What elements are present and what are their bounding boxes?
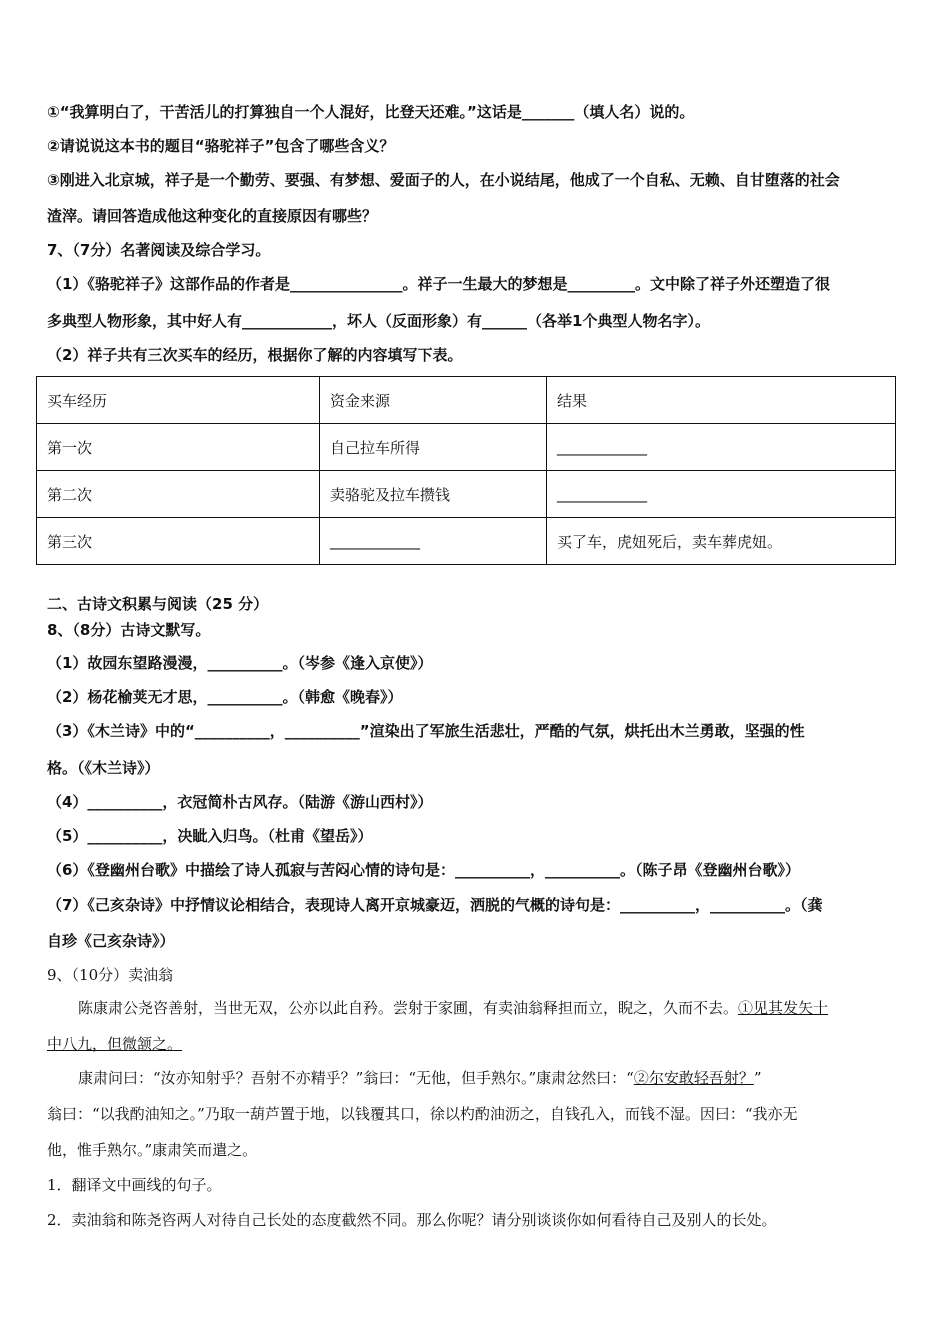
q8-line5: （5）__________，决眦入归鸟。（杜甫《望岳》） — [47, 827, 373, 845]
q9-para2-line1 — [78, 1068, 906, 1088]
table-cell: 卖骆驼及拉车攒钱 — [320, 471, 547, 518]
table-cell: 第三次 — [37, 518, 320, 565]
table-row — [37, 424, 896, 471]
q9-para2-line2: 翁曰：“以我酌油知之。”乃取一葫芦置于地，以钱覆其口，徐以杓酌油沥之，自钱孔入，而钱不湿。因曰：“我亦无 — [47, 1105, 798, 1123]
q8-line4: （4）__________，衣冠简朴古风存。（陆游《游山西村》） — [47, 793, 433, 811]
q8-line7b: 自珍《己亥杂诗》） — [47, 932, 175, 950]
table-cell: 买了车，虎妞死后，卖车葬虎妞。 — [547, 518, 896, 565]
table-cell-blank: ____________ — [547, 471, 896, 518]
q9-para1-text: 陈康肃公尧咨善射，当世无双，公亦以此自矜。尝射于家圃，有卖油翁释担而立，睨之，久而不去。 — [78, 999, 739, 1017]
q9-para2-line3: 他，惟手熟尔。”康肃笑而遣之。 — [47, 1141, 258, 1159]
q8-line1: （1）故园东望路漫漫，__________。（岑参《逢入京使》） — [47, 654, 433, 672]
table-header-row — [37, 377, 896, 424]
car-purchase-table — [36, 376, 896, 565]
q8-line3a: （3）《木兰诗》中的“__________，__________”渲染出了军旅生活悲壮，严酷的气氛，烘托出木兰勇敢，坚强的性 — [47, 722, 805, 740]
q8-line7a: （7）《己亥杂诗》中抒情议论相结合，表现诗人离开京城豪迈，洒脱的气概的诗句是：__________，__________。（龚 — [47, 896, 823, 914]
q6-item2: ②请说说这本书的题目“骆驼祥子”包含了哪些含义？ — [47, 137, 395, 155]
q7-p2: （2）祥子共有三次买车的经历，根据你了解的内容填写下表。 — [47, 346, 463, 364]
q9-para1-line1 — [78, 998, 906, 1018]
q9-title: 9、（10分）卖油翁 — [47, 966, 174, 984]
table-cell: 自己拉车所得 — [320, 424, 547, 471]
q8-line3b: 格。（《木兰诗》） — [47, 759, 160, 777]
table-cell-blank: ____________ — [320, 518, 547, 565]
table-cell: 第一次 — [37, 424, 320, 471]
q9-para2-quote-close: ” — [753, 1069, 762, 1087]
table-header-cell: 结果 — [547, 377, 896, 424]
q9-task1: 1．翻译文中画线的句子。 — [47, 1176, 222, 1194]
q6-item3-line2: 渣滓。请回答造成他这种变化的直接原因有哪些？ — [47, 207, 378, 225]
q8-line6: （6）《登幽州台歌》中描绘了诗人孤寂与苦闷心情的诗句是：__________，__________。（陈子昂《登幽州台歌》） — [47, 861, 800, 879]
q8-line2: （2）杨花榆荚无才思，__________。（韩愈《晚春》） — [47, 688, 403, 706]
q9-underline-sentence2: ②尔安敢轻吾射？ — [633, 1069, 754, 1087]
q7-p1-line1: （1）《骆驼祥子》这部作品的作者是_______________。祥子一生最大的梦想是_________。文中除了祥子外还塑造了很 — [47, 275, 830, 293]
q7-title: 7、（7分）名著阅读及综合学习。 — [47, 241, 271, 259]
section2-heading: 二、古诗文积累与阅读（25 分） — [47, 595, 269, 613]
q9-para2-text: 康肃问曰：“汝亦知射乎？吾射不亦精乎？”翁曰：“无他，但手熟尔。”康肃忿然曰：“ — [78, 1069, 634, 1087]
table-header-cell: 资金来源 — [320, 377, 547, 424]
q9-para1-line2 — [47, 1034, 907, 1054]
q9-underline-sentence1-cont: 中八九，但微颔之。 — [47, 1035, 183, 1053]
q9-underline-sentence1: ①见其发矢十 — [738, 999, 829, 1017]
q9-task2: 2．卖油翁和陈尧咨两人对待自己长处的态度截然不同。那么你呢？请分别谈谈你如何看待自己及别人的长处。 — [47, 1211, 777, 1229]
q6-item1: ①“我算明白了，干苦活儿的打算独自一个人混好，比登天还难。”这话是_______（填人名）说的。 — [47, 103, 695, 121]
table-row — [37, 518, 896, 565]
table-header-cell: 买车经历 — [37, 377, 320, 424]
table-row — [37, 471, 896, 518]
q8-title: 8、（8分）古诗文默写。 — [47, 621, 211, 639]
q7-p1-line2: 多典型人物形象，其中好人有____________，坏人（反面形象）有______（各举1个典型人物名字）。 — [47, 312, 710, 330]
table-cell-blank: ____________ — [547, 424, 896, 471]
table-cell: 第二次 — [37, 471, 320, 518]
q6-item3-line1: ③刚进入北京城，祥子是一个勤劳、要强、有梦想、爱面子的人，在小说结尾，他成了一个自私、无赖、自甘堕落的社会 — [47, 171, 840, 189]
